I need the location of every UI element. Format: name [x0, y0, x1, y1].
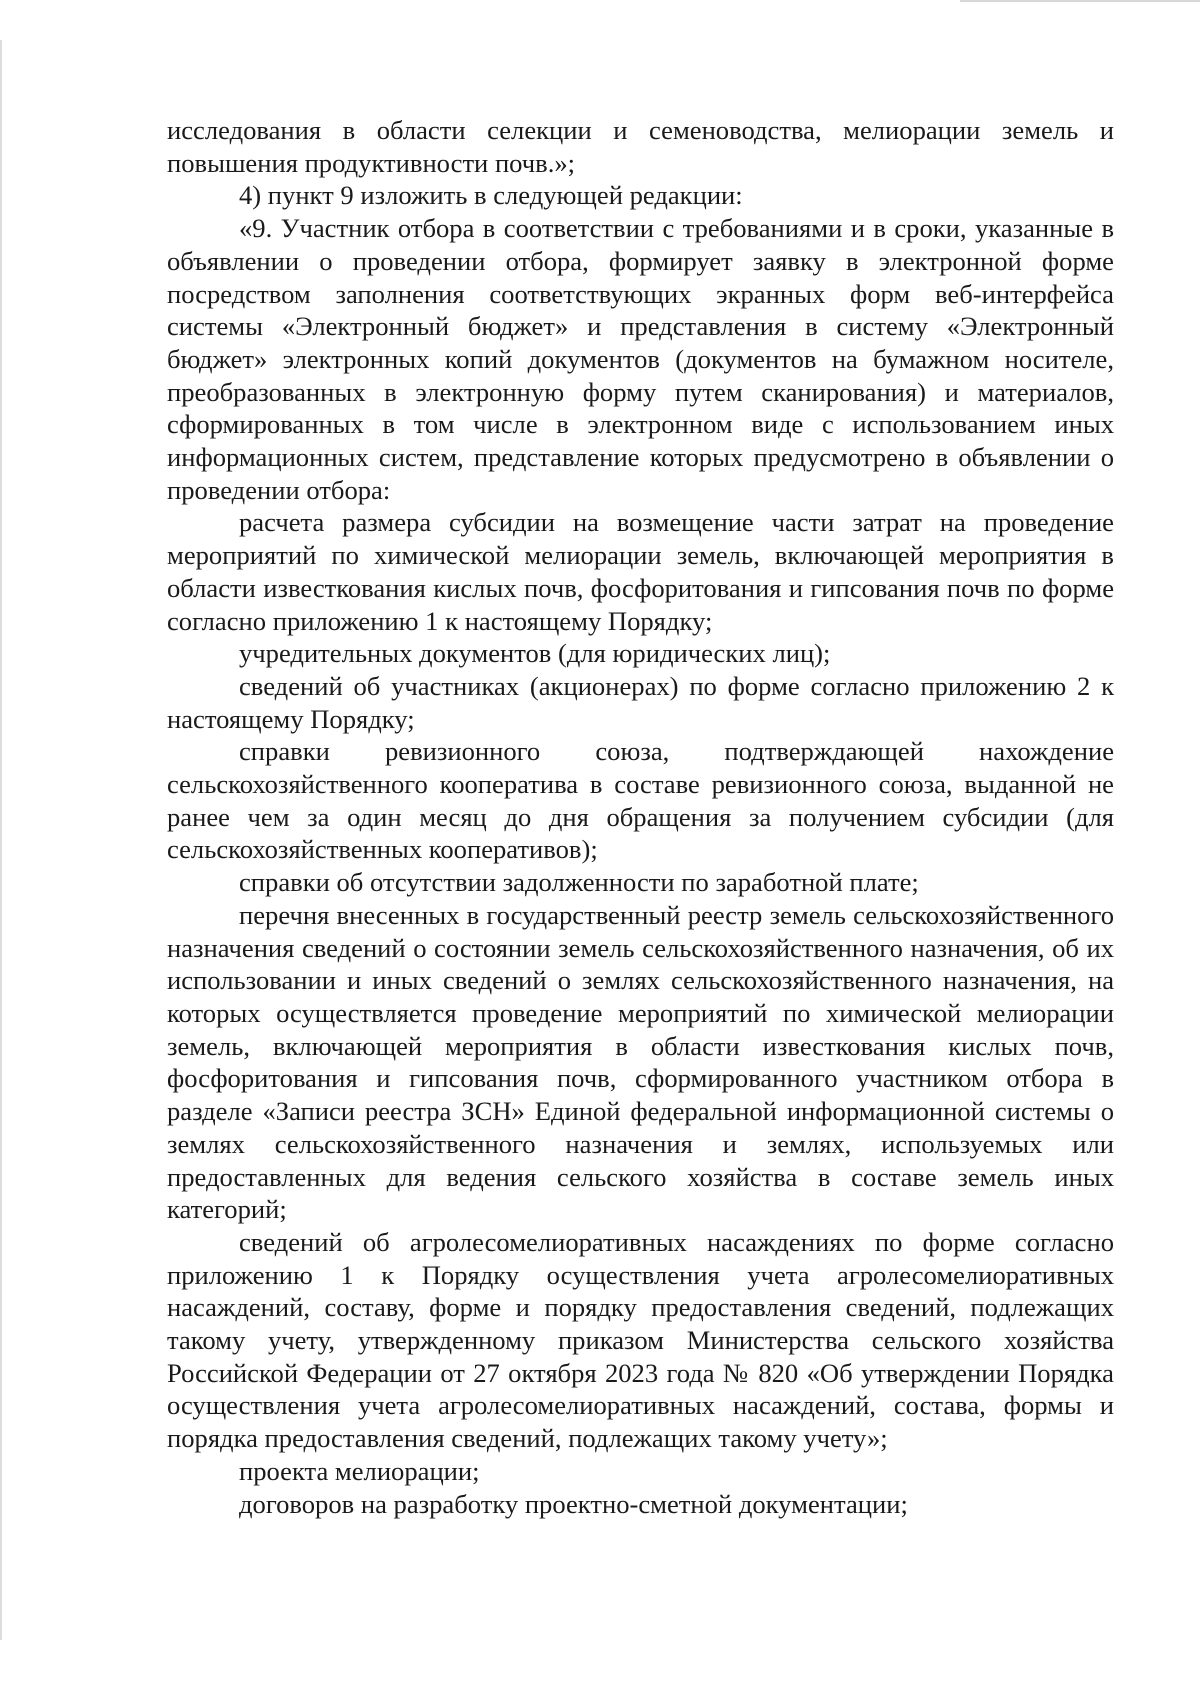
paragraph-item-4: 4) пункт 9 изложить в следующей редакции: [239, 180, 743, 211]
paragraph-land-registry: перечня внесенных в государственный реестр земель сельскохозяйственного назначения сведений о состоянии земель сельскохозяйственного назначения, об их использовании и иных сведений о землях сельскохозяйственного назначения, на которых осуществляется проведение мероприятий по химической мелиорации земель, включающей мероприятия в области известкования кислых почв, фосфоритования и гипсования почв, сформированного участником отбора в разделе «Записи реестра ЗСН» Единой федеральной информационной системы о землях сельскохозяйственного назначения и землях, используемых или предоставленных для ведения сельского хозяйства в составе земель иных категорий; [167, 899, 1114, 1225]
scan-edge-left [0, 40, 2, 1640]
paragraph-founding-documents: учредительных документов (для юридических лиц); [239, 638, 831, 669]
paragraph-continuation: исследования в области селекции и семеноводства, мелиорации земель и повышения продуктивности почв.»; [167, 115, 1114, 178]
paragraph-shareholders: сведений об участниках (акционерах) по форме согласно приложению 2 к настоящему Порядку; [167, 670, 1114, 734]
paragraph-design-contracts: договоров на разработку проектно-сметной документации; [239, 1488, 908, 1519]
paragraph-audit-union: справки ревизионного союза, подтверждающей нахождение сельскохозяйственного кооператива в составе ревизионного союза, выданной не ранее чем за один месяц до дня обращения за получением субсидии (для сельскохозяйственных кооперативов); [167, 736, 1114, 865]
paragraph-melioration-project: проекта мелиорации; [239, 1455, 480, 1486]
paragraph-subsidy-calculation: расчета размера субсидии на возмещение части затрат на проведение мероприятий по химической мелиорации земель, включающей мероприятия в области известкования кислых почв, фосфоритования и гипсования почв по форме согласно приложению 1 к настоящему Порядку; [167, 507, 1114, 636]
scan-edge-top [960, 0, 1200, 2]
paragraph-agroforestry: сведений об агролесомелиоративных насаждениях по форме согласно приложению 1 к Порядку осуществления учета агролесомелиоративных насаждений, составу, форме и порядку предоставления сведений, подлежащих такому учету, утвержденному приказом Министерства сельского хозяйства Российской Федерации от 27 октября 2023 года № 820 «Об утверждении Порядка осуществления учета агролесомелиоративных насаждений, состава, формы и порядка предоставления сведений, подлежащих такому учету»; [167, 1226, 1114, 1454]
paragraph-salary-debt: справки об отсутствии задолженности по заработной плате; [239, 867, 919, 898]
paragraph-point-9: «9. Участник отбора в соответствии с требованиями и в сроки, указанные в объявлении о проведении отбора, формирует заявку в электронной форме посредством заполнения соответствующих экранных форм веб-интерфейса системы «Электронный бюджет» и представления в систему «Электронный бюджет» электронных копий документов (документов на бумажном носителе, преобразованных в электронную форму путем сканирования) и материалов, сформированных в том числе в электронном виде с использованием иных информационных систем, представление которых предусмотрено в объявлении о проведении отбора: [167, 213, 1114, 505]
document-body [167, 114, 1114, 1520]
